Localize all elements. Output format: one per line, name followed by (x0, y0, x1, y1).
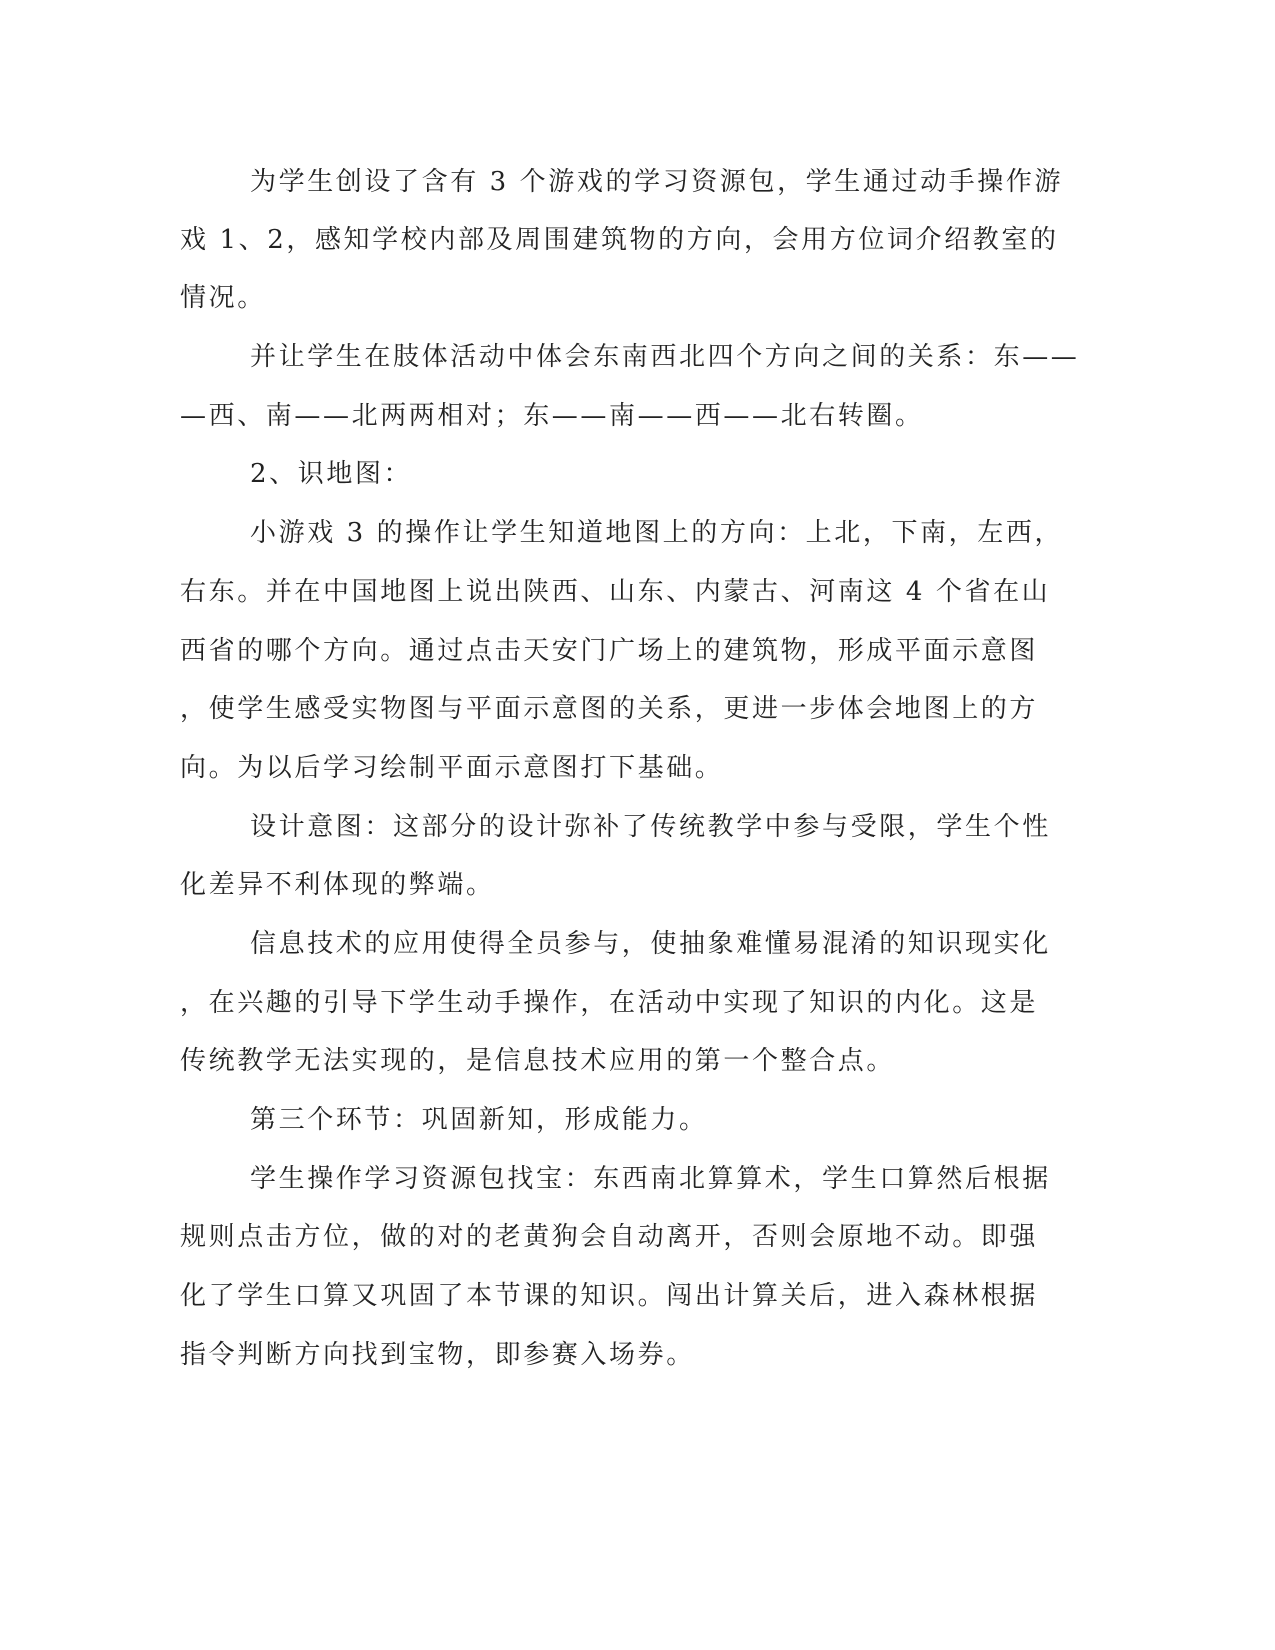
paragraph-2-line-1: 并让学生在肢体活动中体会东南西北四个方向之间的关系：东—— (250, 342, 1080, 372)
paragraph-1-line-2: 戏 1、2，感知学校内部及周围建筑物的方向，会用方位词介绍教室的 (180, 225, 1059, 255)
paragraph-6-line-2: 规则点击方位，做的对的老黄狗会自动离开，否则会原地不动。即强 (180, 1222, 1039, 1252)
paragraph-6-line-3: 化了学生口算又巩固了本节课的知识。闯出计算关后，进入森林根据 (180, 1281, 1039, 1311)
paragraph-6-line-4: 指令判断方向找到宝物，即参赛入场券。 (180, 1340, 695, 1370)
paragraph-5-line-1: 信息技术的应用使得全员参与，使抽象难懂易混淆的知识现实化 (250, 929, 1051, 959)
paragraph-5-line-3: 传统教学无法实现的，是信息技术应用的第一个整合点。 (180, 1046, 896, 1076)
paragraph-3-line-4: ，使学生感受实物图与平面示意图的关系，更进一步体会地图上的方 (180, 694, 1039, 724)
paragraph-3-line-5: 向。为以后学习绘制平面示意图打下基础。 (180, 753, 724, 783)
paragraph-4-line-2: 化差异不利体现的弊端。 (180, 870, 495, 900)
paragraph-3-line-1: 小游戏 3 的操作让学生知道地图上的方向：上北，下南，左西， (250, 518, 1064, 548)
paragraph-6-line-1: 学生操作学习资源包找宝：东西南北算算术，学生口算然后根据 (250, 1164, 1051, 1194)
section-heading-map: 2、识地图： (250, 459, 413, 489)
paragraph-1-line-3: 情况。 (180, 283, 266, 313)
paragraph-5-line-2: ，在兴趣的引导下学生动手操作，在活动中实现了知识的内化。这是 (180, 988, 1039, 1018)
paragraph-1-line-1: 为学生创设了含有 3 个游戏的学习资源包，学生通过动手操作游 (250, 167, 1064, 197)
paragraph-2-line-2: —西、南——北两两相对；东——南——西——北右转圈。 (180, 401, 924, 431)
section-heading-third-stage: 第三个环节：巩固新知，形成能力。 (250, 1105, 708, 1135)
paragraph-3-line-2: 右东。并在中国地图上说出陕西、山东、内蒙古、河南这 4 个省在山 (180, 577, 1051, 607)
paragraph-4-line-1: 设计意图：这部分的设计弥补了传统教学中参与受限，学生个性 (250, 812, 1051, 842)
paragraph-3-line-3: 西省的哪个方向。通过点击天安门广场上的建筑物，形成平面示意图 (180, 636, 1039, 666)
